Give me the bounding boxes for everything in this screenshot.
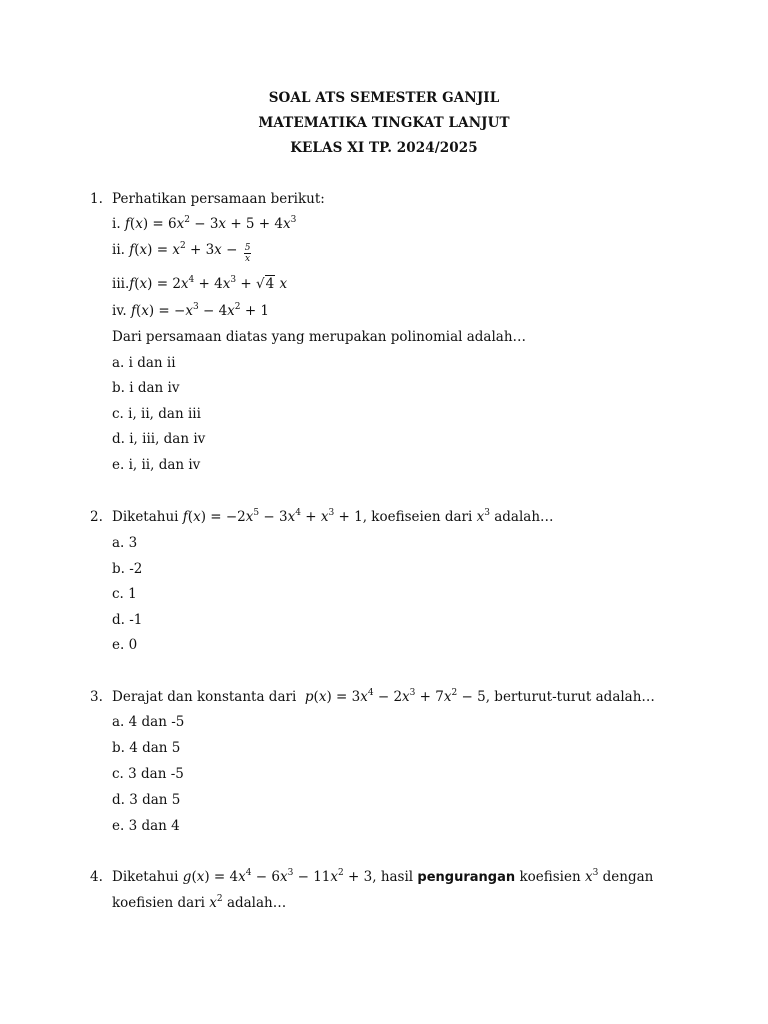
q3-option-c: c. 3 dan -5 [112, 766, 184, 782]
q1-option-e: e. i, ii, dan iv [112, 457, 201, 473]
term-x2: $x^2$ [209, 894, 223, 911]
equation-label: iii. [112, 276, 130, 292]
equation-iii [112, 276, 287, 292]
q1-option-a: a. i dan ii [112, 355, 176, 371]
q3-option-e: e. 3 dan 4 [112, 818, 180, 834]
question-4-number: 4. [90, 869, 103, 885]
q2-option-e: e. 0 [112, 637, 138, 653]
question-3-lead: Derajat dan konstanta dari [112, 689, 297, 705]
equation-label: i. [112, 216, 121, 232]
question-4-line2-tail: adalah… [226, 895, 287, 911]
question-2-end: adalah… [494, 509, 554, 525]
question-4-line2-lead: koefisien dari [112, 895, 205, 911]
q2-option-a: a. 3 [112, 535, 138, 551]
question-3-text [112, 689, 655, 705]
emphasis-word: pengurangan [417, 870, 516, 885]
question-3-tail: , berturut-turut adalah… [485, 689, 655, 705]
equation-expression: $f(x) = x^2 + 3x$ − $\frac{5}{x}$ [129, 241, 251, 264]
question-2-text [112, 509, 554, 525]
equation-expression: $p(x) = 3x^4 - 2x^3 + 7x^2 - 5$ [304, 688, 486, 705]
term-x3: $x^3$ [584, 868, 599, 885]
q2-option-d: d. -1 [112, 612, 143, 628]
fraction: $\frac{5}{x}$ [244, 243, 251, 264]
term-x3: $x^3$ [476, 508, 490, 525]
q2-option-b: b. -2 [112, 561, 143, 577]
question-2-lead: Diketahui [112, 509, 179, 525]
question-3-number: 3. [90, 689, 103, 705]
q3-option-b: b. 4 dan 5 [112, 740, 181, 756]
question-1-intro: Perhatikan persamaan berikut: [112, 191, 325, 207]
question-4-text [112, 869, 653, 885]
equation-expression: $f(x) = -2x^5 - 3x^4 + x^3 + 1$ [182, 508, 363, 525]
equation-expression: $g(x) = 4x^4 - 6x^3 - 11x^2 + 3$ [182, 868, 373, 885]
equation-label: iv. [112, 303, 127, 319]
question-1-number: 1. [90, 191, 103, 207]
title-line-3: KELAS XI TP. 2024/2025 [290, 140, 478, 156]
q1-option-c: c. i, ii, dan iii [112, 406, 201, 422]
q1-option-b: b. i dan iv [112, 380, 180, 396]
question-4-lead: Diketahui [112, 869, 179, 885]
question-4-after2: dengan [602, 869, 654, 885]
equation-i [112, 216, 296, 232]
equation-expression: $f(x) = 2x^4 + 4x^3 + √4$ x [129, 275, 288, 292]
q2-option-c: c. 1 [112, 586, 137, 602]
question-4-after: koefisien [519, 869, 581, 885]
equation-label: ii. [112, 242, 125, 258]
question-4-text-line2 [112, 895, 286, 911]
equation-iv [112, 303, 269, 319]
question-4-mid: , hasil [372, 869, 414, 885]
equation-ii [112, 242, 253, 264]
question-2-number: 2. [90, 509, 103, 525]
q3-option-d: d. 3 dan 5 [112, 792, 181, 808]
question-1-text: Dari persamaan diatas yang merupakan polinomial adalah… [112, 329, 527, 345]
q1-option-d: d. i, iii, dan iv [112, 431, 206, 447]
square-root: √4 [256, 276, 275, 292]
title-line-1: SOAL ATS SEMESTER GANJIL [268, 90, 500, 106]
q3-option-a: a. 4 dan -5 [112, 714, 185, 730]
question-2-tail: , koefiseien dari [362, 509, 473, 525]
title-line-2: MATEMATIKA TINGKAT LANJUT [258, 115, 510, 131]
equation-expression: $f(x) = 6x^2 - 3x + 5 + 4x^3$ [124, 215, 297, 232]
equation-expression: $f(x) = -x^3 - 4x^2 + 1$ [130, 302, 270, 319]
